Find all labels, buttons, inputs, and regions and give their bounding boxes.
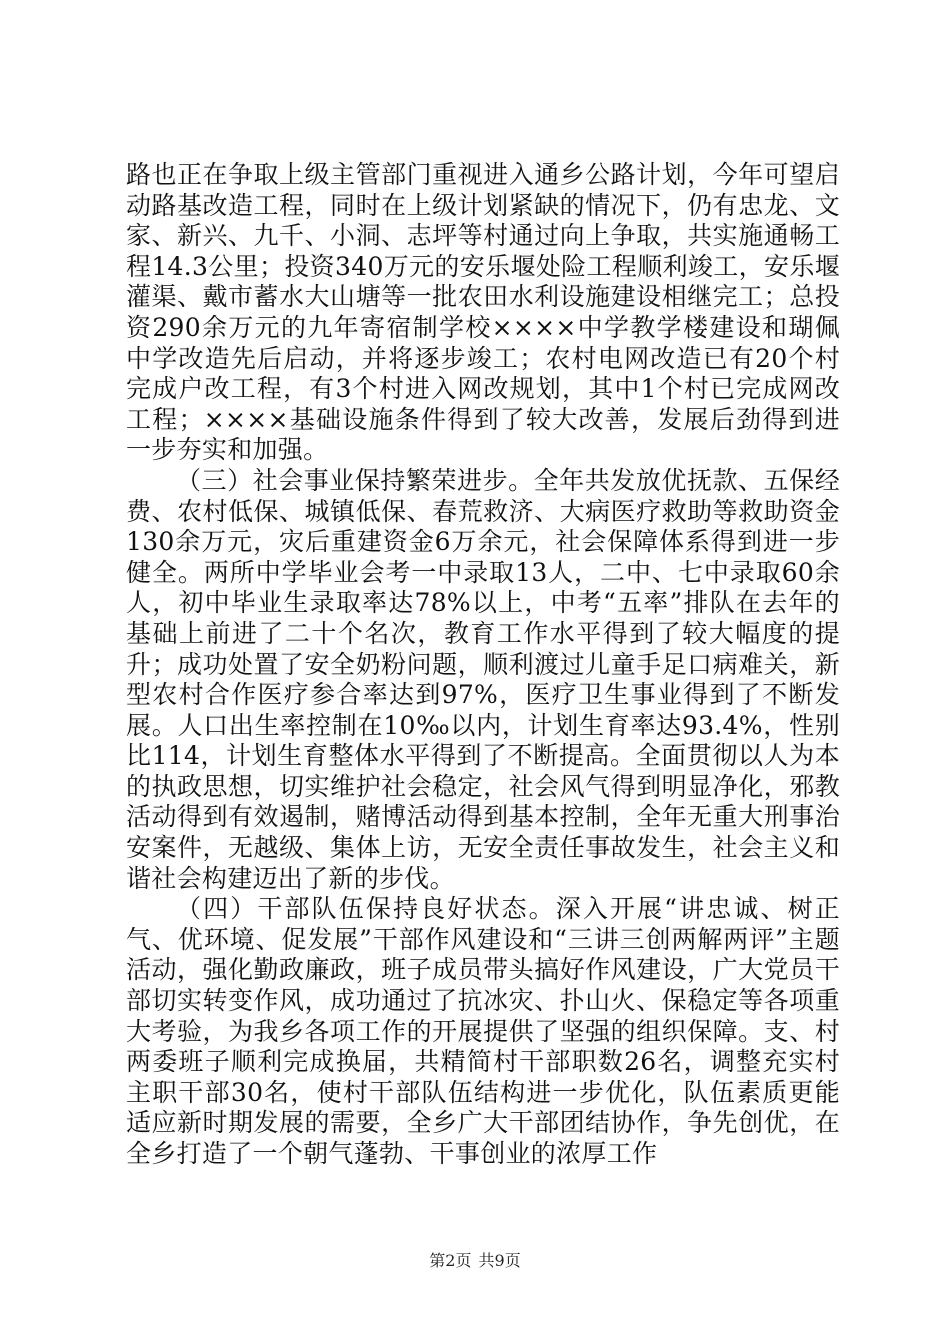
paragraph-social-affairs: （三）社会事业保持繁荣进步。全年共发放优抚款、五保经费、农村低保、城镇低保、春荒救济、大病医疗救助等救助资金130余万元，灾后重建资金6万余元，社会保障体系得到进一步健全。两所中学毕业会考一中录取13人，二中、七中录取60余人，初中毕业生录取率达78%以上，中考“五率”排队在去年的基础上前进了二十个名次，教育工作水平得到了较大幅度的提升；成功处置了安全奶粉问题，顺利渡过儿童手足口病难关，新型农村合作医疗参合率达到97%，医疗卫生事业得到了不断发展。人口出生率控制在10‰以内，计划生育率达93.4%，性别比114，计划生育整体水平得到了不断提高。全面贯彻以人为本的执政思想，切实维护社会稳定，社会风气得到明显净化，邪教活动得到有效遏制，赌博活动得到基本控制，全年无重大刑事治安案件，无越级、集体上访，无安全责任事故发生，社会主义和谐社会构建迈出了新的步伐。 [126,465,840,893]
paragraph-infrastructure: 路也正在争取上级主管部门重视进入通乡公路计划，今年可望启动路基改造工程，同时在上级计划紧缺的情况下，仍有忠龙、文家、新兴、九千、小洞、志坪等村通过向上争取，共实施通畅工程14.3公里；投资340万元的安乐堰处险工程顺利竣工，安乐堰灌渠、戴市蓄水大山塘等一批农田水利设施建设相继完工；总投资290余万元的九年寄宿制学校××××中学教学楼建设和瑚佩中学改造先后启动，并将逐步竣工；农村电网改造已有20个村完成户改工程，有3个村进入网改规划，其中1个村已完成网改工程；××××基础设施条件得到了较大改善，发展后劲得到进一步夯实和加强。 [126,160,840,465]
document-body [126,160,840,1170]
paragraph-cadre-team: （四）干部队伍保持良好状态。深入开展“讲忠诚、树正气、优环境、促发展”干部作风建设和“三讲三创两解两评”主题活动，强化勤政廉政，班子成员带头搞好作风建设，广大党员干部切实转变作风，成功通过了抗冰灾、扑山火、保稳定等各项重大考验，为我乡各项工作的开展提供了坚强的组织保障。支、村两委班子顺利完成换届，共精简村干部职数26名，调整充实村主职干部30名，使村干部队伍结构进一步优化，队伍素质更能适应新时期发展的需要，全乡广大干部团结协作，争先创优，在全乡打造了一个朝气蓬勃、干事创业的浓厚工作 [126,894,840,1168]
page-number: 第2页 [429,1251,472,1270]
page-total: 共9页 [478,1251,521,1270]
page-footer [0,1248,950,1271]
